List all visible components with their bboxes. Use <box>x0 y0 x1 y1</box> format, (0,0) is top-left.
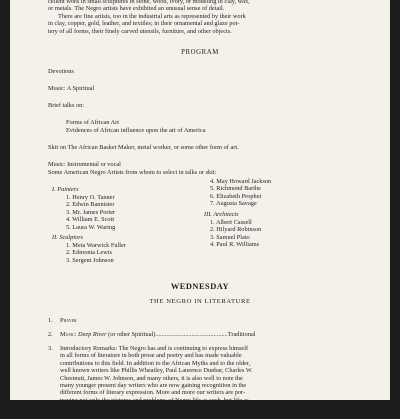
section-title: THE NEGRO IN LITERATURE <box>149 298 251 305</box>
program-topic: Evidences of African influence upon the art of America <box>66 127 206 134</box>
sculptors-heading: II. Sculptors <box>52 234 84 241</box>
music-title: Deep River <box>78 331 107 338</box>
day-heading: WEDNESDAY <box>170 282 230 291</box>
program-heading: PROGRAM <box>181 49 219 56</box>
item-number: 3. <box>48 345 53 352</box>
intro-paragraph <box>48 0 348 35</box>
artist-item: 2. Edmonia Lewis <box>66 249 112 257</box>
artist-list-sculptors-continued <box>210 178 271 208</box>
program-artists-intro: Some American Negro Artists from whom to select in talks or skit: <box>48 169 217 176</box>
remarks-line: many younger present day writers who are now gaining recognition in the <box>60 382 247 390</box>
artist-item: 1. Meta Warwick Fuller <box>66 242 126 249</box>
artist-item: 1. Albert Cassell <box>210 219 252 226</box>
artist-item: 2. Edwin Bannister <box>66 201 115 209</box>
dot-leader: .............................................. <box>155 331 228 338</box>
intro-line: There are fine artists, too in the industrial arts as represented by their work <box>58 12 246 20</box>
artist-item: 3. Mr. James Porter <box>66 208 116 216</box>
program-devotions: Devotions <box>48 68 74 75</box>
remarks-line: Chestnutt, James W. Johnson, and many others, it is also well to note the <box>60 374 243 382</box>
intro-line: tery of all forms, their finely carved utensils, furniture, and other objects. <box>48 27 232 35</box>
item-number: 2. <box>48 331 53 338</box>
program-music: Music: A Spiritual <box>48 85 95 92</box>
intro-line: cellent work in small sculptures in stone, wood, ivory, or modeling in clay, wax, <box>48 0 250 5</box>
artist-item: 4. Paul R. Williams <box>210 241 260 249</box>
intro-line: in clay, copper, gold, leather, and textiles; in their ornamental and glaze pot- <box>48 20 240 28</box>
artist-list-architects <box>210 219 261 249</box>
program-skit: Skit on The African Basket Maker, metal worker, or some other form of art. <box>48 144 239 151</box>
remarks-line: in all forms of literature in both prose and poetry and has made valuable <box>60 352 242 360</box>
remarks-line: it is universally lived with its great emotions, high aspirations, fierce struggles, <box>60 404 259 412</box>
remarks-line: and keen pleasures that people and refine the spirit. These great spiritual <box>60 411 243 419</box>
artist-item: 5. Laura W. Waring <box>66 223 116 231</box>
artist-item: 2. Hilyard Robinson <box>210 226 262 234</box>
intro-line: or metals. The Negro artists have exhibited an unusual sense of detail. <box>48 5 225 13</box>
artist-item: 5. Richmond Barthe <box>210 185 261 193</box>
item-prayer: Prayer <box>60 317 77 324</box>
artist-item: 6. Elizabeth Prophet <box>210 192 262 200</box>
artist-list-sculptors <box>66 242 126 264</box>
item-number: 1. <box>48 317 53 324</box>
artist-item: 1. Henry O. Tanner <box>66 194 115 201</box>
remarks-line: different forms of literary expression. More and more our writers are por- <box>60 389 246 397</box>
remarks-line: Introductory Remarks: The Negro has and is continuing to express himself <box>60 345 249 352</box>
music-note: (or other Spiritual) <box>108 331 156 338</box>
artist-item: 4. May Howard Jackson <box>210 178 272 185</box>
remarks-line: well known writers like Phillis Wheatley, Paul Laurence Dunbar, Charles W. <box>60 367 253 375</box>
document-page <box>10 0 390 419</box>
introductory-remarks <box>60 345 350 419</box>
painters-heading: I. Painters <box>52 186 79 193</box>
artist-list-painters <box>66 194 115 231</box>
remarks-line: contributions to this field. In addition to the African Myths and to the older, <box>60 359 251 367</box>
music-prefix: Music: <box>60 331 77 338</box>
music-source: Traditional <box>227 331 256 338</box>
architects-heading: III. Architects <box>204 211 239 218</box>
artist-item: 4. William E. Scott <box>66 216 115 224</box>
artist-item: 7. Augusta Savage <box>210 200 257 208</box>
remarks-line: traying not only the pictures and problems of Negro life as such, but life as <box>60 396 249 404</box>
program-topic: Forms of African Art <box>66 119 119 126</box>
artist-item: 3. Samuel Plato <box>210 233 250 241</box>
artist-item: 3. Sergent Johnson <box>66 256 114 264</box>
item-music <box>60 331 256 338</box>
program-music-instrumental: Music: Instrumental or vocal <box>48 161 121 168</box>
program-brief-talks: Brief talks on: <box>48 102 85 109</box>
